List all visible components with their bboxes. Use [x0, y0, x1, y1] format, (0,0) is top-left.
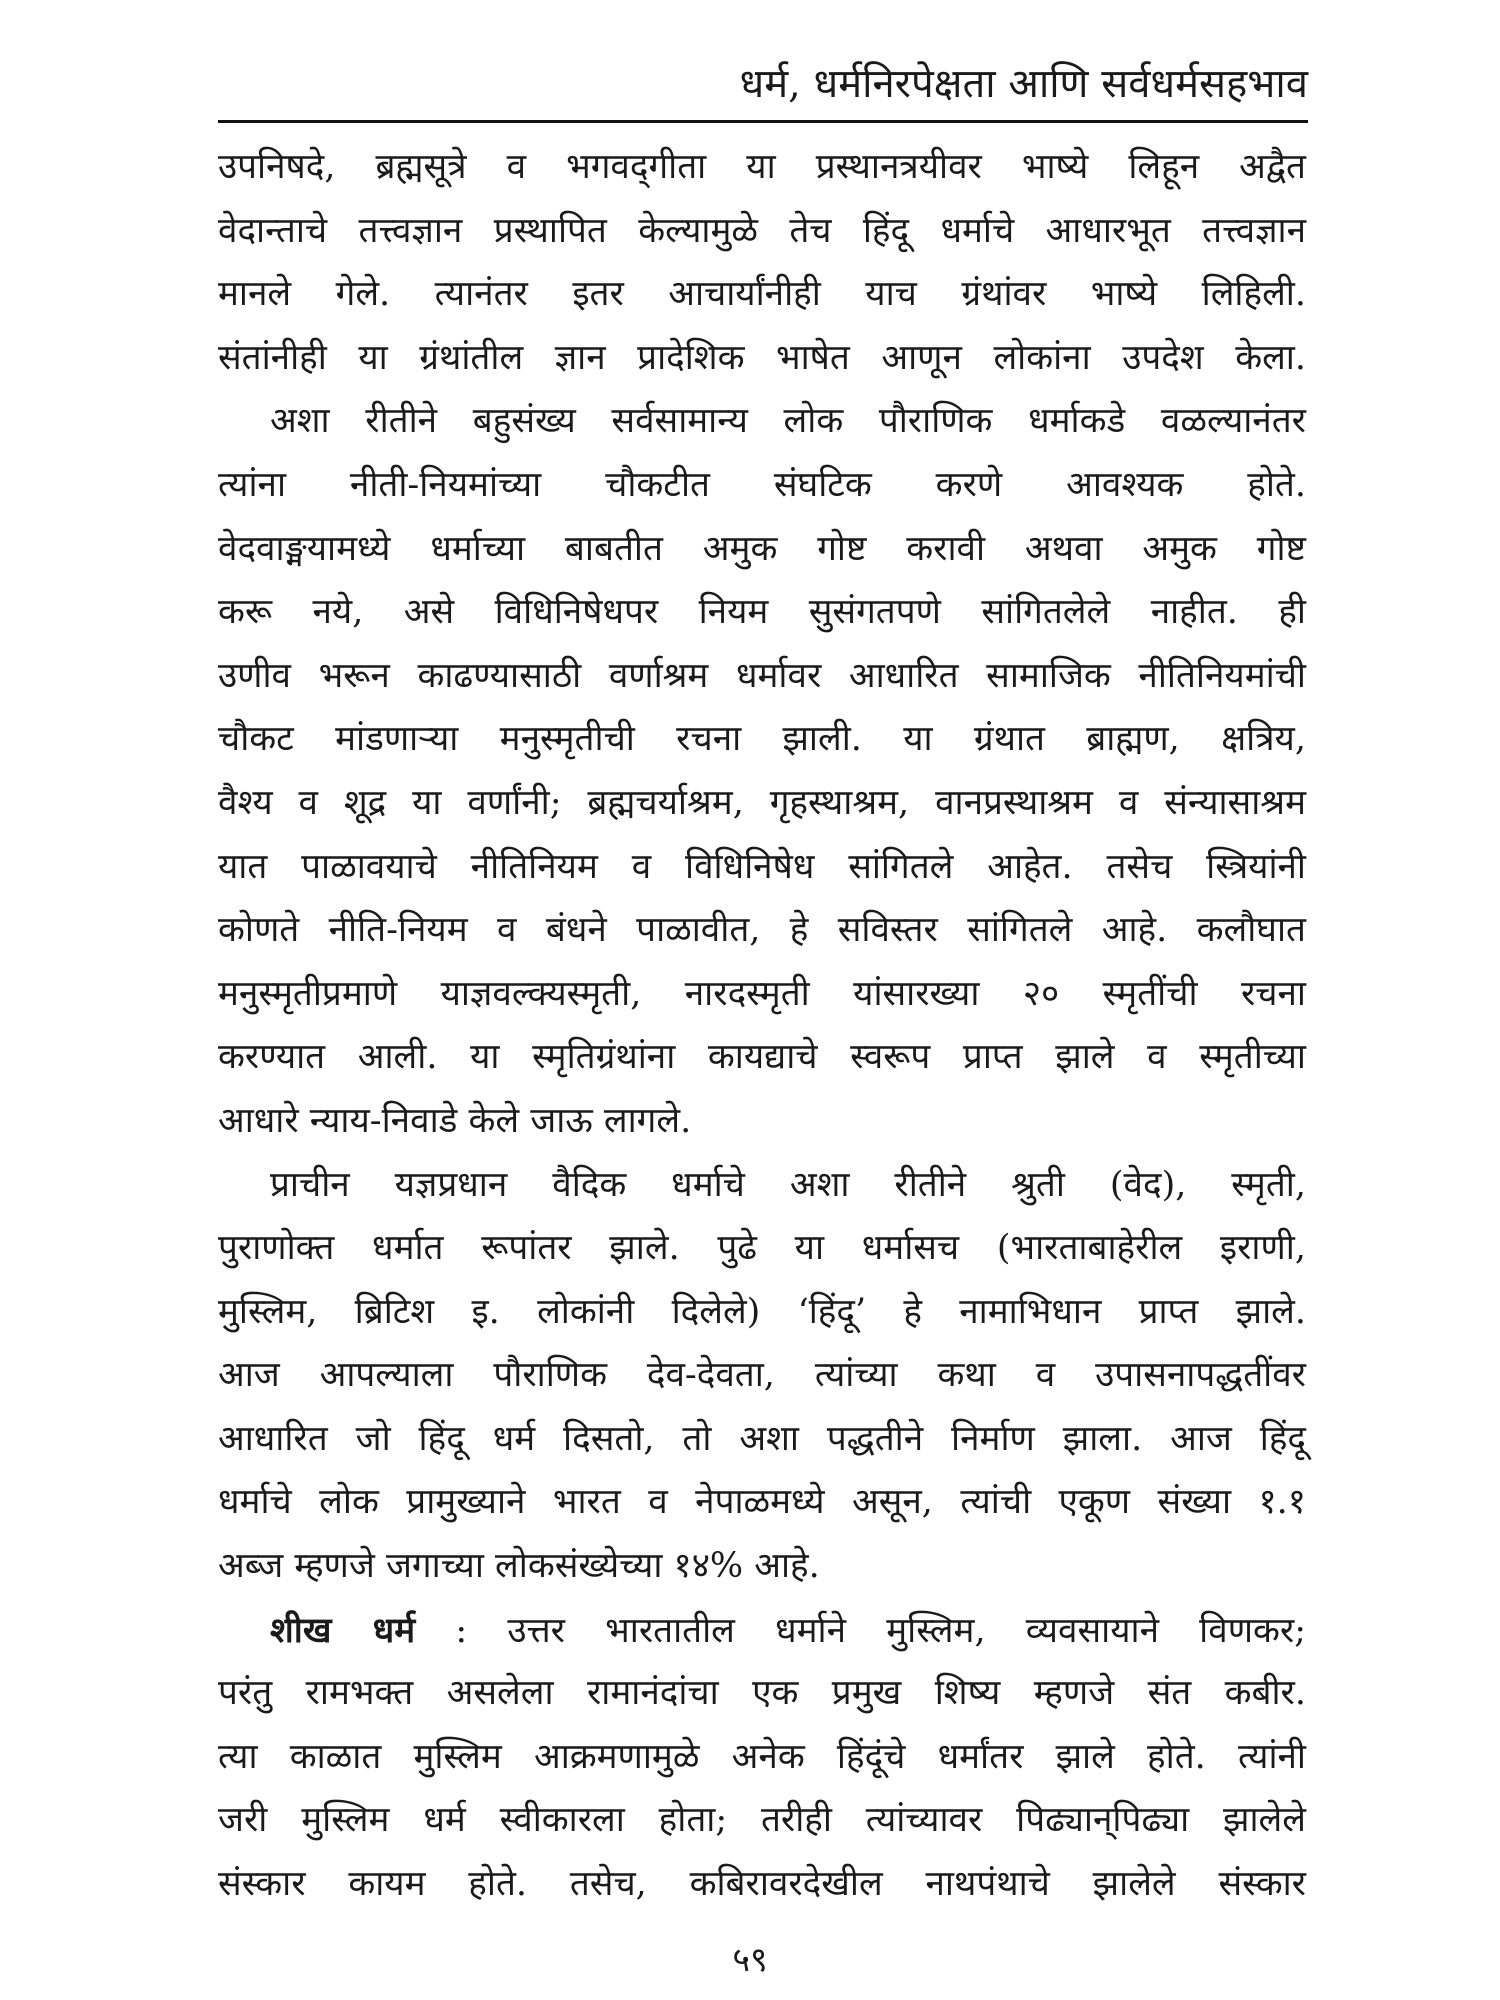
text-line [218, 963, 1306, 1027]
text-line-content: आधारे न्याय-निवाडे केले जाऊ लागले. [218, 1100, 692, 1141]
text-line-content: त्यांना नीती-नियमांच्या चौकटीत संघटिक करणे आवश्यक होते. [218, 464, 1306, 505]
text-line [218, 1662, 1306, 1726]
text-line [218, 327, 1306, 391]
text-line-content: त्या काळात मुस्लिम आक्रमणामुळे अनेक हिंदूंचे धर्मांतर झाले होते. त्यांनी [218, 1736, 1306, 1777]
text-line-content: यात पाळावयाचे नीतिनियम व विधिनिषेध सांगितले आहेत. तसेच स्त्रियांनी [218, 846, 1306, 887]
text-line-content: वेदवाङ्मयामध्ये धर्माच्या बाबतीत अमुक गोष्ट करावी अथवा अमुक गोष्ट [218, 528, 1306, 569]
text-line [218, 581, 1306, 645]
text-line [218, 200, 1306, 264]
text-line-content: परंतु रामभक्त असलेला रामानंदांचा एक प्रमुख शिष्य म्हणजे संत कबीर. [218, 1673, 1306, 1714]
text-line-content: जरी मुस्लिम धर्म स्वीकारला होता; तरीही त्यांच्यावर पिढ्यान्‌पिढ्या झालेले [218, 1800, 1306, 1841]
text-line [218, 518, 1306, 582]
text-line-content: उणीव भरून काढण्यासाठी वर्णाश्रम धर्मावर आधारित सामाजिक नीतिनियमांची [218, 655, 1306, 696]
text-line-content: मुस्लिम, ब्रिटिश इ. लोकांनी दिलेले) ‘हिंदू’ हे नामाभिधान प्राप्त झाले. [218, 1291, 1306, 1332]
text-line-content: मानले गेले. त्यानंतर इतर आचार्यांनीही याच ग्रंथांवर भाष्ये लिहिली. [218, 274, 1306, 315]
text-line-content: वैश्य व शूद्र या वर्णांनी; ब्रह्मचर्याश्रम, गृहस्थाश्रम, वानप्रस्थाश्रम व संन्यासाश्रम [218, 782, 1306, 823]
running-header-title: धर्म, धर्मनिरपेक्षता आणि सर्वधर्मसहभाव [739, 61, 1308, 107]
text-line-content: आज आपल्याला पौराणिक देव-देवता, त्यांच्या कथा व उपासनापद्धतींवर [218, 1355, 1306, 1396]
text-line-content: संस्कार कायम होते. तसेच, कबिरावरदेखील नाथपंथाचे झालेले संस्कार [218, 1864, 1306, 1905]
text-line [218, 1281, 1306, 1345]
text-line-content: कोणते नीति-नियम व बंधने पाळावीत, हे सविस्तर सांगितले आहे. कलौघात [218, 910, 1306, 951]
text-line [218, 836, 1306, 900]
text-line-content: उपनिषदे, ब्रह्मसूत्रे व भगवद्‌गीता या प्रस्थानत्रयीवर भाष्ये लिहून अद्वैत [218, 147, 1306, 187]
text-line [218, 1217, 1306, 1281]
text-line [218, 1471, 1306, 1535]
text-line [218, 1535, 1306, 1599]
text-line [218, 263, 1306, 327]
text-line [218, 708, 1306, 772]
text-line-content: वेदान्ताचे तत्त्वज्ञान प्रस्थापित केल्यामुळे तेच हिंदू धर्माचे आधारभूत तत्त्वज्ञान [218, 210, 1306, 251]
text-line-content: : उत्तर भारतातील धर्माने मुस्लिम, व्यवसायाने विणकर; [415, 1610, 1307, 1651]
text-line [218, 1408, 1306, 1472]
text-line [218, 454, 1306, 518]
section-heading: शीख धर्म [270, 1609, 416, 1651]
text-line-content: मनुस्मृतीप्रमाणे याज्ञवल्क्यस्मृती, नारदस्मृती यांसारख्या २० स्मृतींची रचना [218, 973, 1306, 1014]
text-line-content: संतांनीही या ग्रंथांतील ज्ञान प्रादेशिक भाषेत आणून लोकांना उपदेश केला. [218, 337, 1306, 378]
body-text [218, 136, 1306, 1917]
text-line [218, 1599, 1306, 1663]
text-line [218, 1726, 1306, 1790]
text-line-content: चौकट मांडणाऱ्या मनुस्मृतीची रचना झाली. या ग्रंथात ब्राह्मण, क्षत्रिय, [218, 719, 1306, 760]
text-line [218, 1090, 1306, 1154]
text-line [218, 136, 1306, 200]
header-rule [218, 120, 1308, 123]
text-line [218, 1154, 1306, 1218]
text-line-content: अब्ज म्हणजे जगाच्या लोकसंख्येच्या १४% आहे. [218, 1546, 820, 1587]
text-line [218, 1026, 1306, 1090]
text-line-content: पुराणोक्त धर्मात रूपांतर झाले. पुढे या धर्मासच (भारताबाहेरील इराणी, [218, 1228, 1306, 1269]
text-line-content: आधारित जो हिंदू धर्म दिसतो, तो अशा पद्धतीने निर्माण झाला. आज हिंदू [218, 1418, 1306, 1459]
text-line-content: करू नये, असे विधिनिषेधपर नियम सुसंगतपणे सांगितलेले नाहीत. ही [218, 592, 1306, 633]
text-line [218, 899, 1306, 963]
page-number: ५९ [732, 1940, 768, 1980]
text-line [218, 1344, 1306, 1408]
text-line-content: प्राचीन यज्ञप्रधान वैदिक धर्माचे अशा रीतीने श्रुती (वेद), स्मृती, [270, 1164, 1306, 1205]
text-line-content: धर्माचे लोक प्रामुख्याने भारत व नेपाळमध्ये असून, त्यांची एकूण संख्या १.१ [218, 1482, 1306, 1523]
text-line-content: करण्यात आली. या स्मृतिग्रंथांना कायद्याचे स्वरूप प्राप्त झाले व स्मृतीच्या [218, 1037, 1306, 1078]
text-line [218, 1789, 1306, 1853]
text-line [218, 1853, 1306, 1917]
text-line-content: अशा रीतीने बहुसंख्य सर्वसामान्य लोक पौराणिक धर्माकडे वळल्यानंतर [270, 401, 1306, 442]
text-line [218, 390, 1306, 454]
text-line [218, 645, 1306, 709]
text-line [218, 772, 1306, 836]
